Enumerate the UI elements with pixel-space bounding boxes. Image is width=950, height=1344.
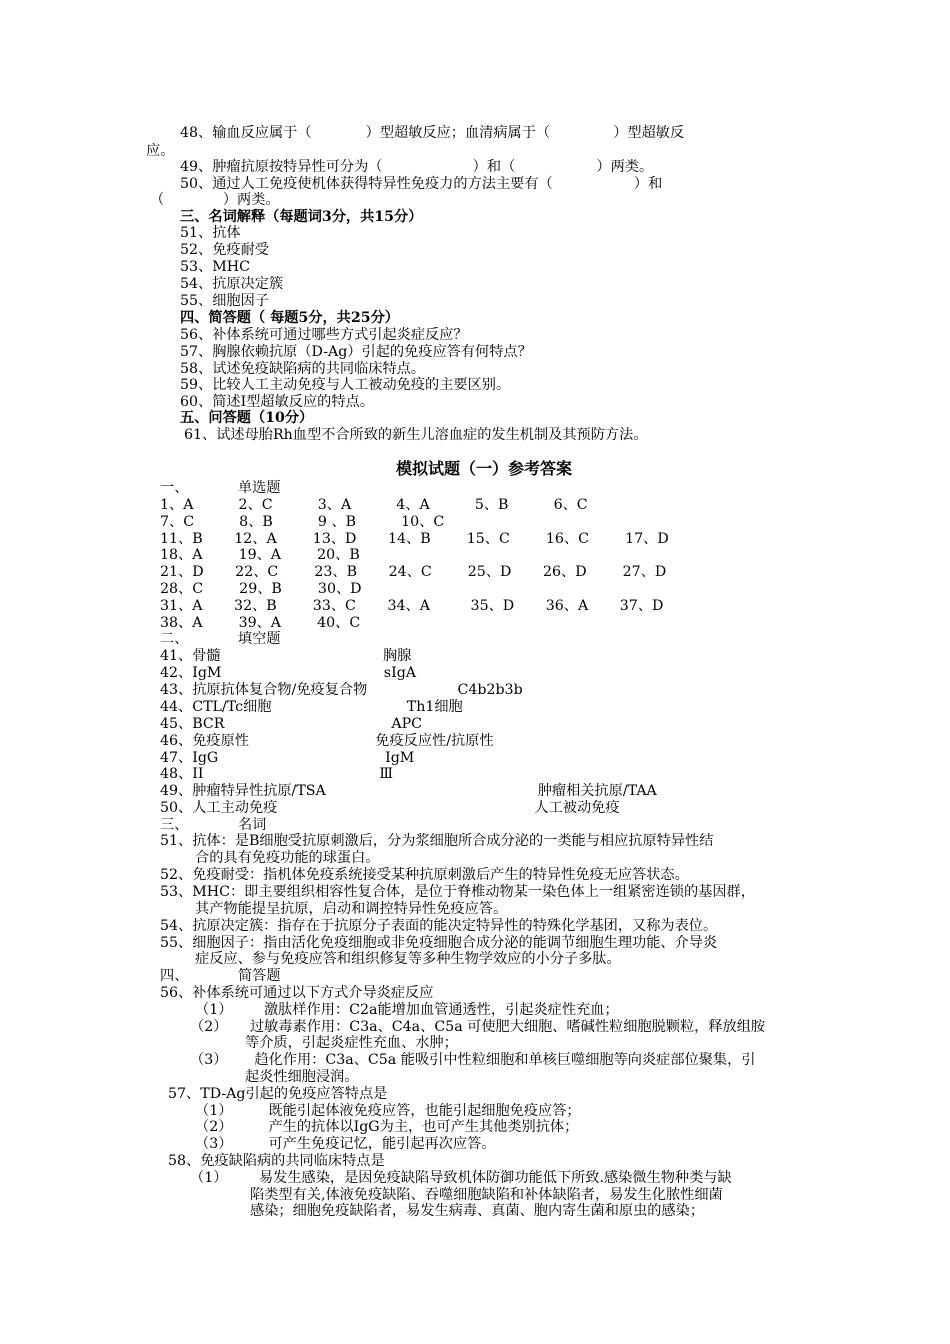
question-53: 53、MHC [180,259,250,275]
answer-57-1: （1） 既能引起体液免疫应答，也能引起细胞免疫应答； [195,1103,581,1119]
question-49: 49、肿瘤抗原按特异性可分为（ ）和（ ）两类。 [180,159,654,175]
answer-44: 44、CTL/Tc细胞 Th1细胞 [160,699,463,715]
answer-50: 50、人工主动免疫 人工被动免疫 [160,800,620,816]
answer-46: 46、免疫原性 免疫反应性/抗原性 [160,733,494,749]
answer-41: 41、骨髓 胸腺 [160,648,412,664]
answer-title: 模拟试题（一）参考答案 [396,459,573,478]
answer-45: 45、BCR APC [160,716,422,732]
answer-47: 47、IgG IgM [160,750,415,766]
answer-heading-3: 三、 名词 [160,817,267,833]
answer-51: 51、抗体：是B细胞受抗原刺激后，分为浆细胞所合成分泌的一类能与相应抗原特异性结 [160,833,714,849]
answer-row-8: 38、A 39、A 40、C [160,615,361,631]
answer-58-1-cont: 陷类型有关,体液免疫缺陷、吞噬细胞缺陷和补体缺陷者，易发生化脓性细菌 [250,1187,723,1203]
answer-58-1: （1） 易发生感染，是因免疫缺陷导致机体防御功能低下所致.感染微生物种类与缺 [190,1170,732,1186]
section-heading-3: 三、名词解释（每题词3分，共15分） [180,209,423,225]
answer-row-6: 28、C 29、B 30、D [160,581,362,597]
answer-52: 52、免疫耐受：指机体免疫系统接受某种抗原刺激后产生的特异性免疫无应答状态。 [160,867,689,883]
answer-43: 43、抗原抗体复合物/免疫复合物 C4b2b3b [160,682,523,698]
answer-row-7: 31、A 32、B 33、C 34、A 35、D 36、A 37、D [160,598,664,614]
answer-58-1-cont2: 感染；细胞免疫缺陷者，易发生病毒、真菌、胞内寄生菌和原虫的感染； [250,1203,705,1219]
answer-55: 55、细胞因子：指由活化免疫细胞或非免疫细胞合成分泌的能调节细胞生理功能、介导炎 [160,935,718,951]
answer-row-2: 7、C 8、B 9 、B 10、C [160,514,445,530]
question-52: 52、免疫耐受 [180,242,269,258]
question-54: 54、抗原决定簇 [180,276,284,292]
question-57: 57、胸腺依赖抗原（D-Ag）引起的免疫应答有何特点？ [180,344,532,360]
answer-heading-4: 四、 简答题 [160,968,281,984]
question-48: 48、输血反应属于（ ）型超敏反应；血清病属于（ ）型超敏反 [180,125,685,141]
answer-53-cont: 其产物能提呈抗原，启动和调控特异性免疫应答。 [195,901,508,917]
question-58: 58、试述免疫缺陷病的共同临床特点。 [180,361,426,377]
answer-row-1: 1、A 2、C 3、A 4、A 5、B 6、C [160,497,588,513]
section-heading-4: 四、简答题（ 每题5分，共25分） [180,310,399,326]
question-50: 50、通过人工免疫使机体获得特异性免疫力的方法主要有（ ）和 [180,176,663,192]
answer-57-2: （2） 产生的抗体以IgG为主，也可产生其他类别抗体； [195,1119,579,1135]
answer-55-cont: 症反应、参与免疫应答和组织修复等多种生物学效应的小分子多肽。 [195,951,621,967]
answer-56-3-cont: 起炎性细胞浸润。 [245,1069,359,1085]
answer-56: 56、补体系统可通过以下方式介导炎症反应 [160,985,434,1001]
answer-heading-2: 二、 填空题 [160,631,281,647]
question-61: 61、试述母胎Rh血型不合所致的新生儿溶血症的发生机制及其预防方法。 [184,427,648,443]
answer-57: 57、TD-Ag引起的免疫应答特点是 [168,1086,388,1102]
answer-48: 48、II Ⅲ [160,766,394,782]
question-55: 55、细胞因子 [180,293,269,309]
question-48-cont: 应。 [146,143,175,159]
question-56: 56、补体系统可通过哪些方式引起炎症反应？ [180,327,468,343]
question-59: 59、比较人工主动免疫与人工被动免疫的主要区别。 [180,377,511,393]
answer-51-cont: 合的具有免疫功能的球蛋白。 [195,850,380,866]
answer-56-2: （2） 过敏毒素作用：C3a、C4a、C5a 可使肥大细胞、嗜碱性粒细胞脱颗粒，释放组胺 [190,1019,766,1035]
answer-42: 42、IgM sIgA [160,665,417,681]
answer-53: 53、MHC：即主要组织相容性复合体，是位于脊椎动物某一染色体上一组紧密连锁的基因群， [160,884,755,900]
answer-row-4: 18、A 19、A 20、B [160,547,360,563]
answer-56-2-cont: 等介质，引起炎症性充血、水肿； [245,1035,458,1051]
section-heading-5: 五、问答题（10分） [180,410,314,426]
answer-row-5: 21、D 22、C 23、B 24、C 25、D 26、D 27、D [160,564,667,580]
answer-54: 54、抗原决定簇：指存在于抗原分子表面的能决定特异性的特殊化学基团，又称为表位。 [160,918,718,934]
answer-heading-1: 一、 单选题 [160,480,281,496]
question-51: 51、抗体 [180,225,241,241]
question-60: 60、简述Ⅰ型超敏反应的特点。 [180,394,374,410]
answer-56-3: （3） 趋化作用：C3a、C5a 能吸引中性粒细胞和单核巨噬细胞等向炎症部位聚集，引 [190,1052,756,1068]
answer-58: 58、免疫缺陷病的共同临床特点是 [168,1153,385,1169]
answer-56-1: （1） 激肽样作用：C2a能增加血管通透性，引起炎症性充血； [195,1002,619,1018]
answer-row-3: 11、B 12、A 13、D 14、B 15、C 16、C 17、D [160,531,669,547]
question-50-cont: （ ）两类。 [150,192,280,208]
answer-57-3: （3） 可产生免疫记忆，能引起再次应答。 [195,1136,496,1152]
answer-49: 49、肿瘤特异性抗原/TSA 肿瘤相关抗原/TAA [160,783,657,799]
